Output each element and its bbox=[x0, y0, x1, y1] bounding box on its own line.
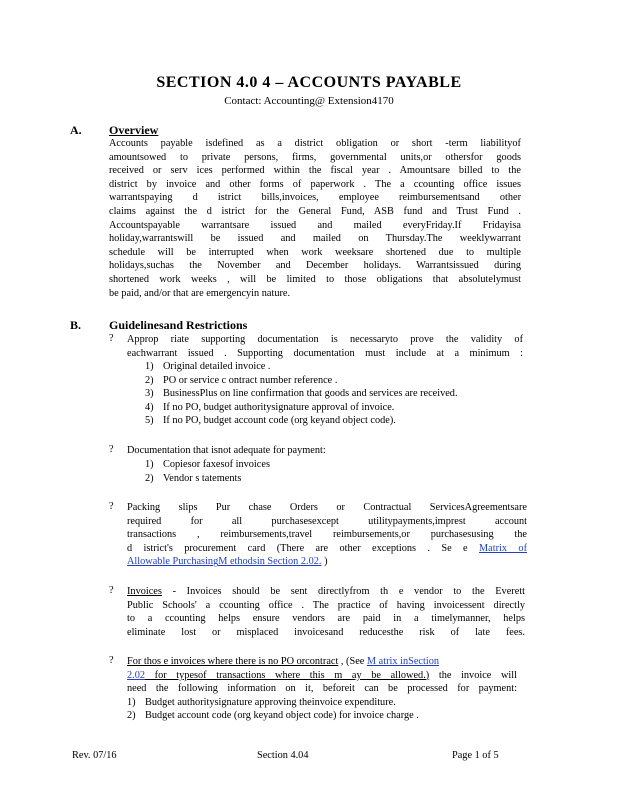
bullet-icon: ? bbox=[109, 585, 114, 596]
guideline-line: required for all purchasesexcept utilitypayments,imprest account bbox=[127, 515, 527, 527]
matrix-section-link[interactable]: M atrix inSection bbox=[366, 656, 439, 667]
contact-line: Contact: Accounting@ Extension4170 bbox=[224, 95, 394, 107]
guideline-line: Public Schools' a ccounting office . The practice of having invoicessent directly bbox=[127, 599, 525, 611]
section-a-letter: A. bbox=[70, 123, 82, 137]
guideline-line: Approp riate supporting documentation is necessaryto prove the validity of bbox=[127, 334, 523, 345]
guideline-line: need the following information on it, beforeit can be processed for payment: bbox=[127, 683, 517, 695]
guideline-item-2: Documentation that isnot adequate for payment: bbox=[127, 445, 326, 456]
section-a-heading: Overview bbox=[109, 123, 159, 137]
section-2-02-link[interactable]: 2.02 bbox=[127, 669, 146, 681]
bullet-icon: ? bbox=[109, 333, 114, 344]
overview-line: warrantspaying d istrict bills,invoices, employee reimbursementsand other bbox=[109, 192, 521, 204]
overview-line: district by invoice and other forms of paperwork . The a ccounting office issues bbox=[109, 178, 521, 190]
guideline-line: eliminate lost or misplaced invoicesand reducesthe risk of late fees. bbox=[127, 626, 525, 638]
page-title: SECTION 4.0 4 – ACCOUNTS PAYABLE bbox=[156, 74, 462, 91]
list-item: 1) Original detailed invoice . bbox=[145, 361, 271, 372]
overview-line: holidays,suchas the November and December holidays. Warrantsissued during bbox=[109, 260, 521, 272]
overview-line: shortened work weeks , will be limited to those obligations that absolutelymust bbox=[109, 273, 521, 285]
allowable-purchasing-link[interactable]: Allowable PurchasingM ethodsin Section 2.02. bbox=[127, 556, 322, 568]
bullet-icon: ? bbox=[109, 655, 114, 666]
overview-line: claims against the d istrict for the General Fund, ASB fund and Trust Fund . bbox=[109, 205, 521, 217]
guideline-line: eachwarrant issued . Supporting documentation must include at a minimum : bbox=[127, 347, 523, 359]
overview-line: amountsowed to private persons, firms, governmental units,or othersfor goods bbox=[109, 151, 521, 163]
overview-line: received or serv ices performed within the fiscal year . Amountsare billed to the bbox=[109, 165, 521, 177]
list-item: 1) Copiesor faxesof invoices bbox=[145, 459, 270, 470]
guideline-line: For thos e invoices where there is no PO orcontract , (See M atrix inSection bbox=[127, 656, 439, 667]
footer-page-number: Page 1 of 5 bbox=[452, 750, 499, 761]
section-b-letter: B. bbox=[70, 318, 82, 332]
list-item: 2) Vendor s tatements bbox=[145, 472, 242, 484]
list-item: 5) If no PO, budget account code (org keyand object code). bbox=[145, 415, 396, 427]
guideline-line: 2.02 for typesof transactions where this m ay be allowed.) the invoice will bbox=[127, 669, 517, 681]
bullet-icon: ? bbox=[109, 444, 114, 455]
overview-line: be paid, and/or that are emergencyin nature. bbox=[109, 287, 291, 299]
bullet-icon: ? bbox=[109, 501, 114, 512]
matrix-link[interactable]: Matrix of bbox=[479, 542, 527, 554]
guideline-line: Allowable PurchasingM ethodsin Section 2.02. ) bbox=[127, 556, 328, 568]
guideline-item-3 bbox=[127, 501, 527, 569]
guideline-line: Packing slips Pur chase Orders or Contractual ServicesAgreementsare bbox=[127, 502, 527, 513]
overview-line: schedule will be interrupted when work weeksare shortened due to multiple bbox=[109, 246, 521, 258]
guideline-line: d istrict's procurement card (There are other exceptions . Se e Matrix of bbox=[127, 542, 527, 554]
guideline-line: to a ccounting helps ensure vendors are paid in a timelymanner, helps bbox=[127, 613, 525, 625]
guideline-item-5 bbox=[127, 655, 517, 723]
list-item: 4) If no PO, budget authoritysignature approval of invoice. bbox=[145, 401, 395, 413]
guideline-line: Invoices - Invoices should be sent directlyfrom th e vendor to the Everett bbox=[127, 586, 525, 597]
footer-revision: Rev. 07/16 bbox=[72, 750, 117, 761]
overview-line: holiday,warrantswill be issued and mailed on Thursday.The weeklywarrant bbox=[109, 233, 521, 245]
guideline-item-4 bbox=[127, 585, 525, 639]
guideline-2-sublist bbox=[145, 458, 445, 485]
guideline-line: transactions , reimbursements,travel reimbursements,or purchasesusing the bbox=[127, 529, 527, 541]
list-item: 1) Budget authoritysignature approving theinvoice expenditure. bbox=[127, 696, 396, 708]
list-item: 3) BusinessPlus on line confirmation that goods and services are received. bbox=[145, 388, 458, 400]
overview-line: Accounts payable isdefined as a district obligation or short -term liabilityof bbox=[109, 138, 521, 149]
guideline-1-sublist bbox=[145, 360, 535, 428]
guideline-item-1 bbox=[127, 333, 523, 360]
overview-line: Accountspayable warrantsare issued and mailed everyFriday.If Fridayisa bbox=[109, 219, 521, 231]
footer-section: Section 4.04 bbox=[257, 750, 309, 761]
list-item: 2) Budget account code (org keyand object code) for invoice charge . bbox=[127, 710, 419, 722]
section-b-heading: Guidelinesand Restrictions bbox=[109, 318, 248, 332]
list-item: 2) PO or service c ontract number reference . bbox=[145, 374, 338, 386]
section-a-body bbox=[109, 137, 521, 300]
